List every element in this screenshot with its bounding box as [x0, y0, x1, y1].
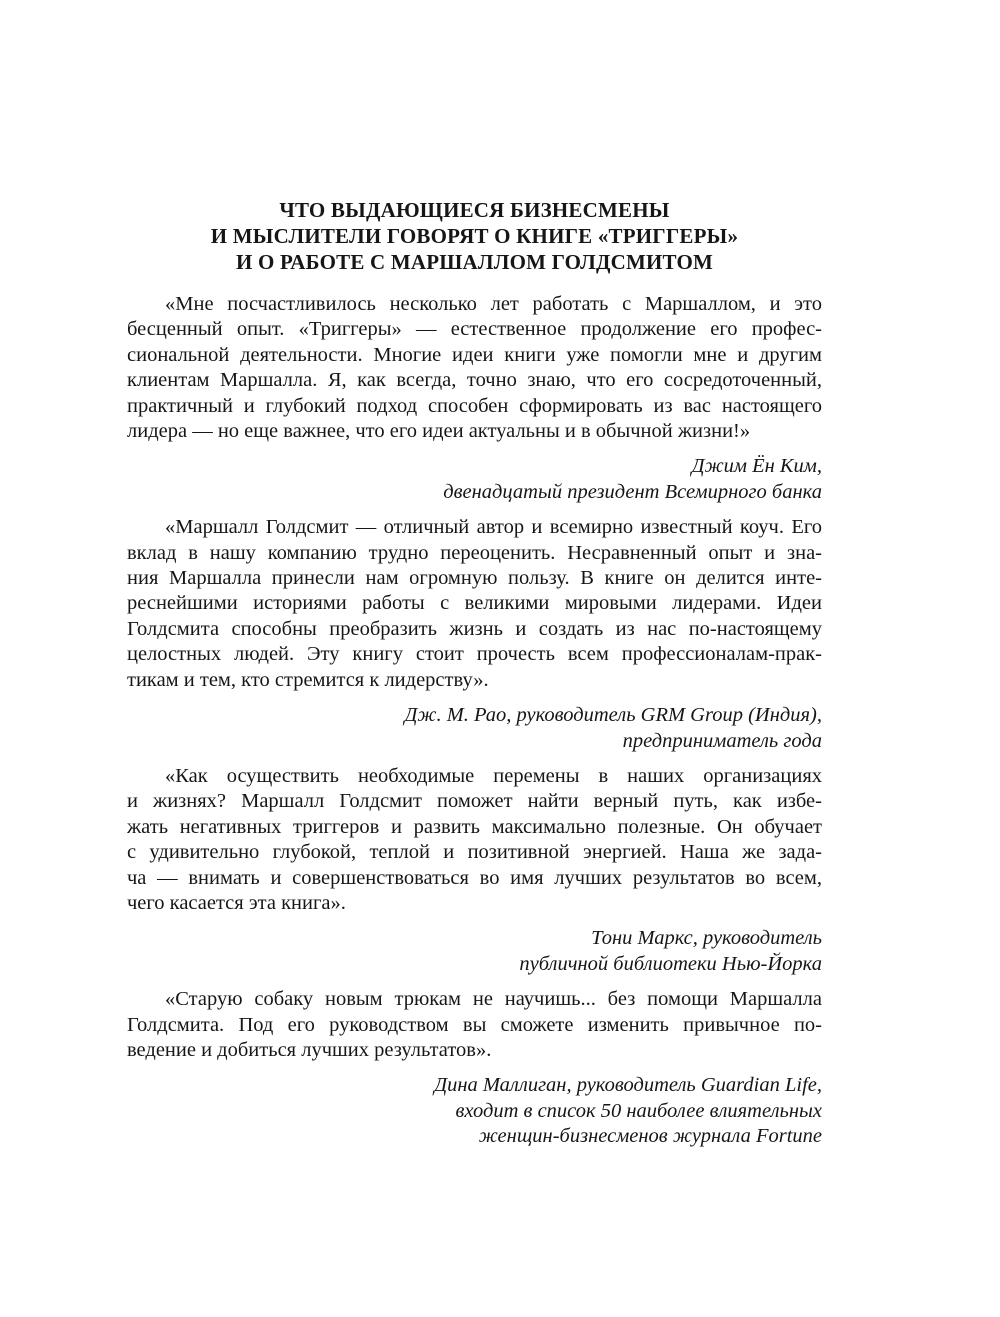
- quote-line: вклад в нашу компанию трудно переоценить. Несравненный опыт и зна-: [127, 541, 822, 564]
- attribution-line: предприниматель года: [622, 729, 822, 752]
- testimonial-1-quote: [127, 292, 822, 444]
- attribution-line: входит в список 50 наиболее влиятельных: [455, 1099, 822, 1122]
- attribution-line: женщин-бизнесменов журнала Fortune: [478, 1125, 822, 1148]
- quote-line: Голдсмита способны преобразить жизнь и создать из нас по-настоящему: [127, 617, 822, 640]
- testimonial-2-quote: [127, 515, 822, 693]
- quote-line: «Старую собаку новым трюкам не научишь... без помощи Маршалла: [165, 988, 822, 1011]
- quote-line: жать негативных триггеров и развить максимально полезные. Он обучает: [127, 815, 822, 838]
- quote-line: Голдсмита. Под его руководством вы сможете изменить привычное по-: [127, 1013, 822, 1036]
- quote-line: бесценный опыт. «Триггеры» — естественное продолжение его профес-: [127, 318, 822, 341]
- quote-line: ния Маршалла принесли нам огромную пользу. В книге он делится инте-: [127, 567, 822, 590]
- quote-line: и жизнях? Маршалл Голдсмит поможет найти верный путь, как избе-: [127, 790, 822, 813]
- attribution-line: Тони Маркс, руководитель: [591, 927, 822, 950]
- quote-line: клиентам Маршалла. Я, как всегда, точно знаю, что его сосредоточенный,: [127, 369, 822, 392]
- testimonial-2: [127, 515, 822, 754]
- quote-line: сиональной деятельности. Многие идеи книги уже помогли мне и другим: [127, 343, 822, 366]
- quote-line: «Мне посчастливилось несколько лет работать с Маршаллом, и это: [165, 293, 822, 315]
- quote-line: лидера — но еще важнее, что его идеи актуальны и в обычной жизни!»: [127, 420, 751, 443]
- quote-line: практичный и глубокий подход способен сформировать из вас настоящего: [127, 394, 822, 417]
- attribution-line: публичной библиотеки Нью-Йорка: [519, 952, 822, 975]
- testimonial-4-quote: [127, 987, 822, 1063]
- quote-line: с удивительно глубокой, теплой и позитивной энергией. Наша же зада-: [127, 841, 822, 864]
- attribution-line: Дина Маллиган, руководитель Guardian Life,: [434, 1074, 822, 1097]
- page-title: [127, 197, 822, 275]
- attribution-line: двенадцатый президент Всемирного банка: [443, 480, 822, 503]
- quote-line: ведение и добиться лучших результатов».: [127, 1038, 492, 1061]
- quote-line: чего касается эта книга».: [127, 891, 346, 914]
- page-title-line: И О РАБОТЕ С МАРШАЛЛОМ ГОЛДСМИТОМ: [236, 250, 713, 274]
- testimonial-2-attribution: [127, 703, 822, 754]
- testimonial-3-quote: [127, 764, 822, 916]
- quote-line: тикам и тем, кто стремится к лидерству».: [127, 668, 489, 691]
- quote-line: реснейшими историями работы с великими мировыми лидерами. Идеи: [127, 592, 822, 615]
- quote-line: целостных людей. Эту книгу стоит прочесть всем профессионалам-прак-: [127, 643, 822, 666]
- testimonial-4-attribution: [127, 1073, 822, 1149]
- page-title-line: ЧТО ВЫДАЮЩИЕСЯ БИЗНЕСМЕНЫ: [279, 198, 670, 222]
- testimonial-1-attribution: [127, 454, 822, 505]
- testimonial-3: [127, 764, 822, 977]
- quote-line: ча — внимать и совершенствоваться во имя лучших результатов во всем,: [127, 866, 822, 889]
- testimonial-4: [127, 987, 822, 1149]
- quote-line: «Как осуществить необходимые перемены в наших организациях: [165, 764, 822, 787]
- testimonial-3-attribution: [127, 926, 822, 977]
- attribution-line: Джим Ён Ким,: [691, 455, 822, 478]
- quote-line: «Маршалл Голдсмит — отличный автор и всемирно известный коуч. Его: [165, 516, 822, 539]
- page-title-line: И МЫСЛИТЕЛИ ГОВОРЯТ О КНИГЕ «ТРИГГЕРЫ»: [210, 224, 739, 248]
- attribution-line: Дж. М. Рао, руководитель GRM Group (Индия),: [404, 704, 822, 727]
- testimonial-1: [127, 292, 822, 505]
